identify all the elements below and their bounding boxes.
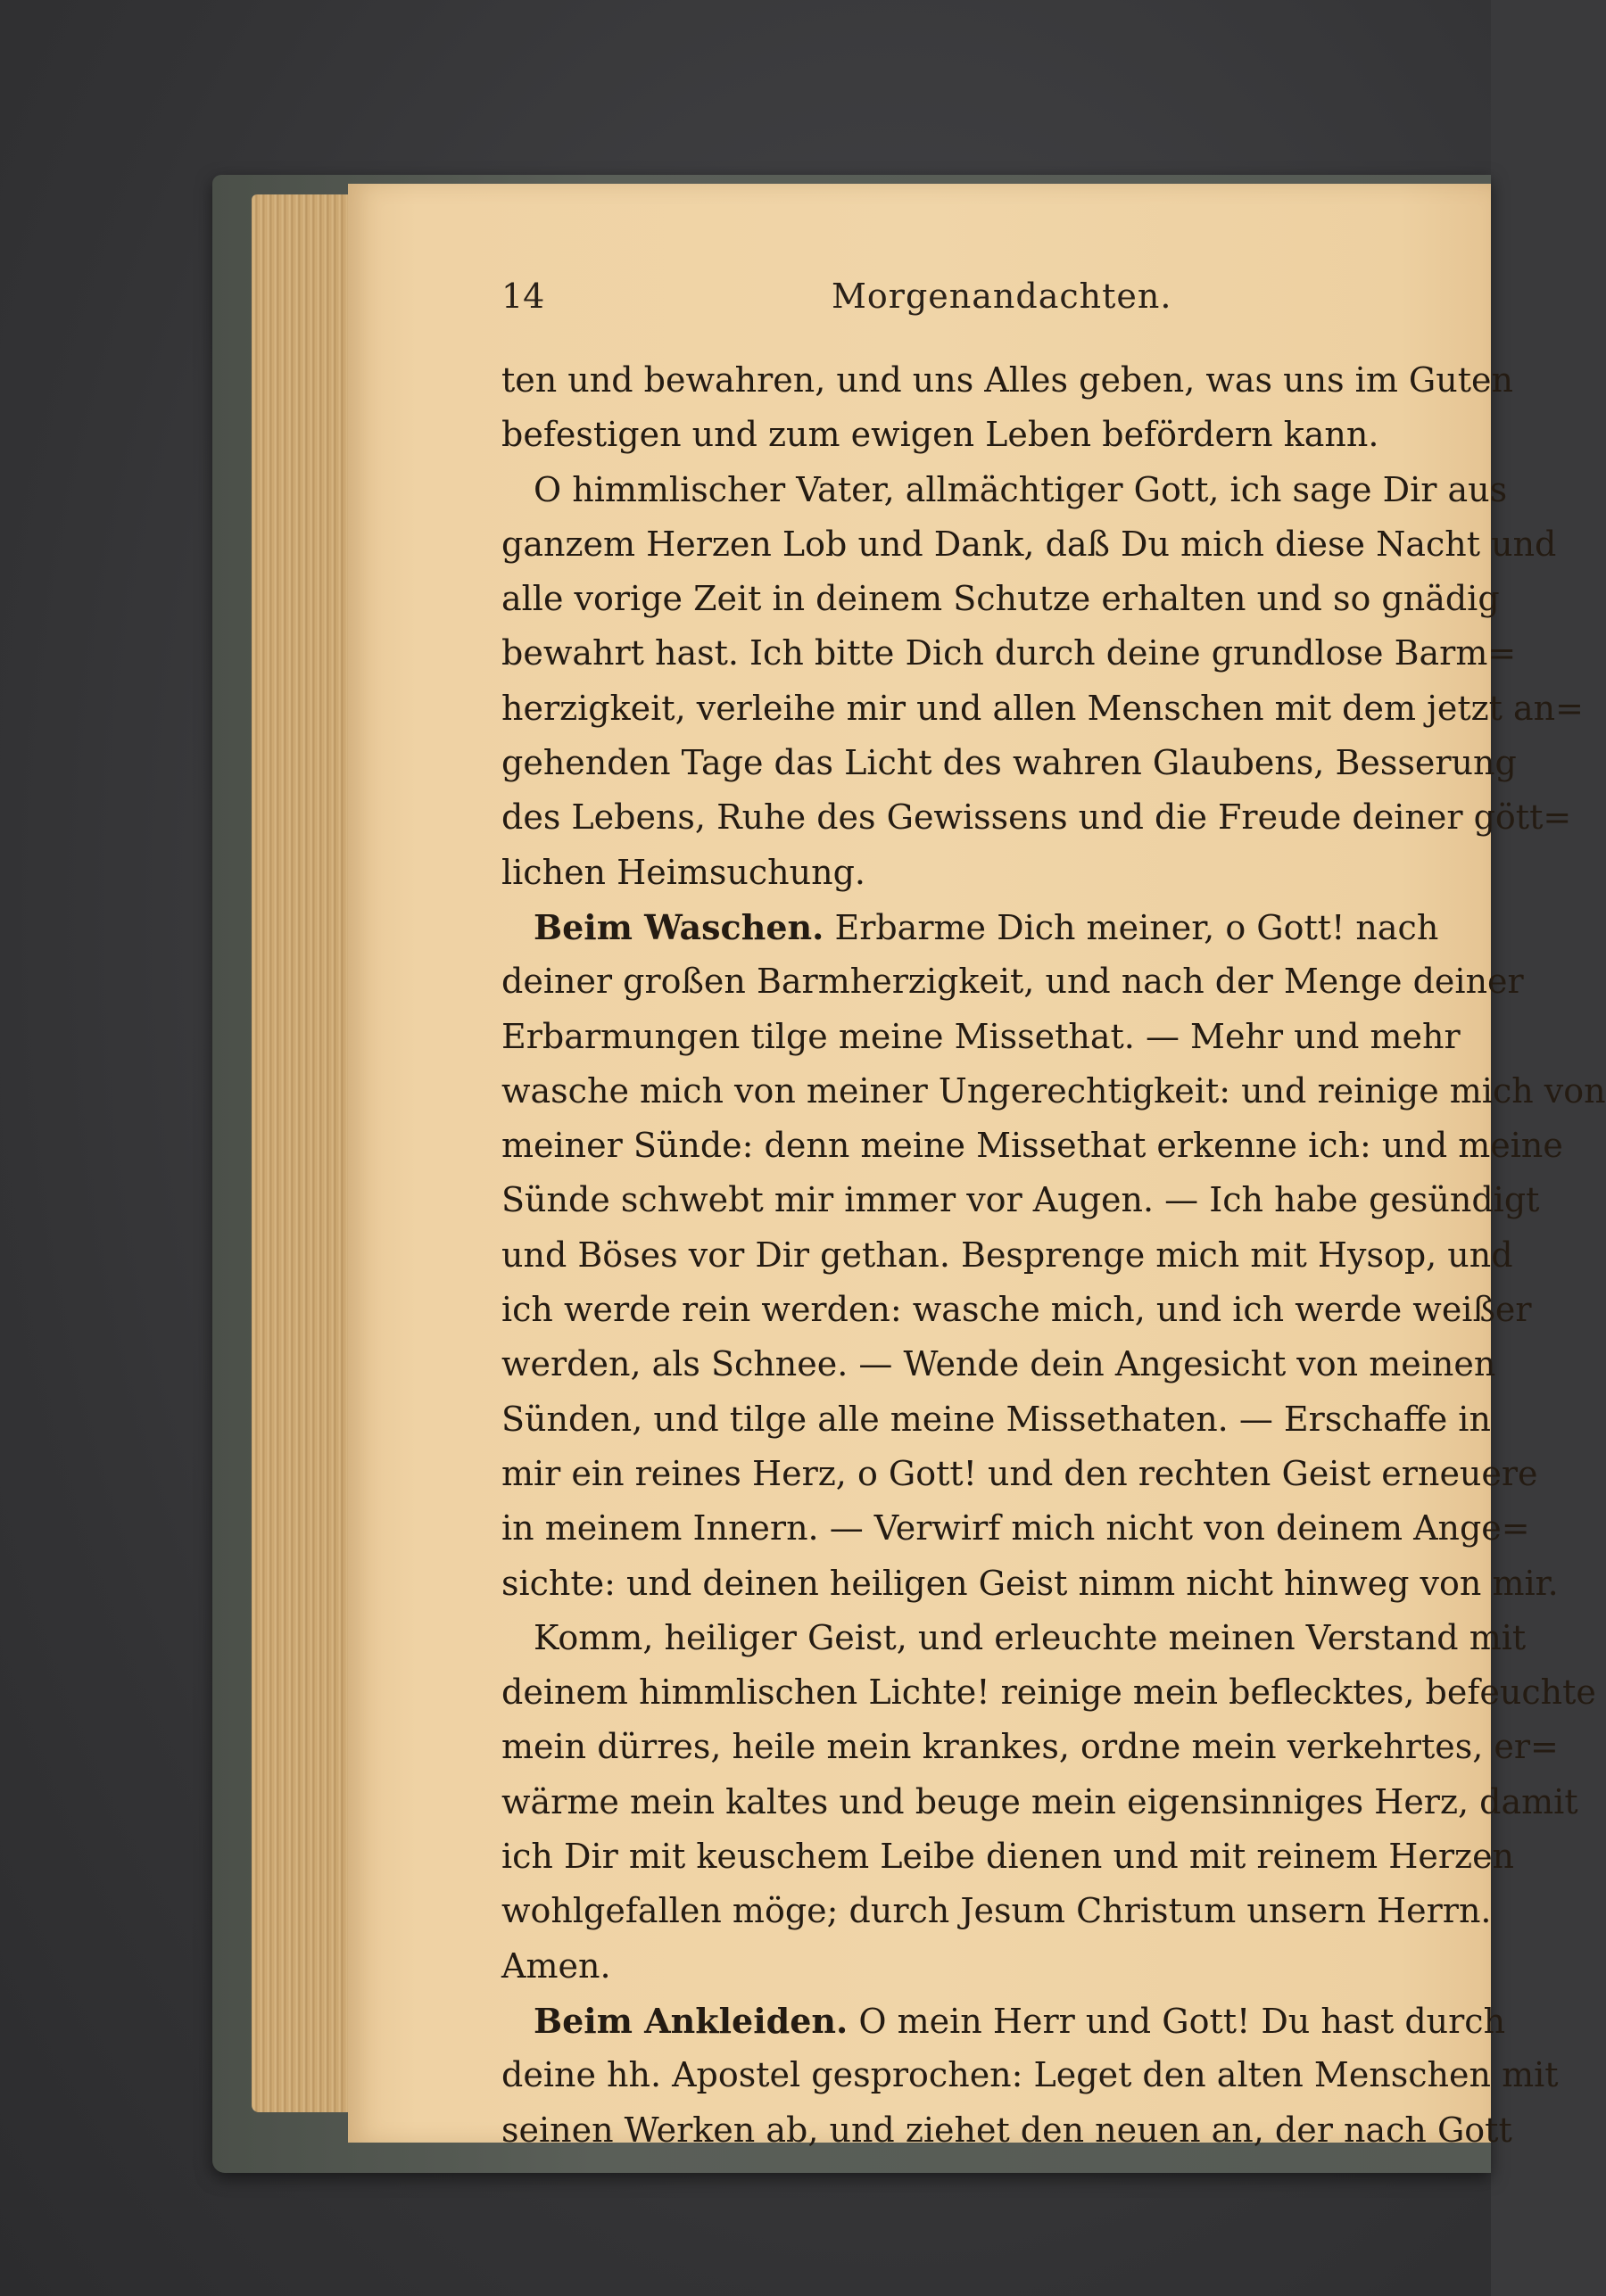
text-line: Beim Ankleiden. O mein Herr und Gott! Du hast durch [534, 2000, 1506, 2041]
text-line: wohlgefallen möge; durch Jesum Christum unsern Herrn. [501, 1891, 1492, 1931]
text-line: O himmlischer Vater, allmächtiger Gott, ich sage Dir aus [534, 469, 1508, 509]
text-line: wasche mich von meiner Ungerechtigkeit: und reinige mich von [501, 1070, 1606, 1111]
text-line: Sünde schwebt mir immer vor Augen. — Ich habe gesündigt [501, 1180, 1540, 1220]
text-line: alle vorige Zeit in deinem Schutze erhalten und so gnädig [501, 579, 1500, 619]
text-line: Erbarmungen tilge meine Missethat. — Mehr und mehr [501, 1016, 1461, 1056]
text-line: bewahrt hast. Ich bitte Dich durch deine grundlose Barm= [501, 633, 1517, 673]
running-title: Morgenandachten. [832, 277, 1172, 316]
text-line: seinen Werken ab, und ziehet den neuen an, der nach Gott [501, 2110, 1512, 2150]
text-line: deiner großen Barmherzigkeit, und nach der Menge deiner [501, 962, 1524, 1002]
text-line: Amen. [501, 1945, 611, 1986]
text-line: sichte: und deinen heiligen Geist nimm nicht hinweg von mir. [501, 1563, 1559, 1603]
text-line: ich Dir mit keuschem Leibe dienen und mit reinem Herzen [501, 1837, 1515, 1877]
text-line: mir ein reines Herz, o Gott! und den rechten Geist erneuere [501, 1453, 1538, 1493]
text-line: Beim Waschen. Erbarme Dich meiner, o Gott! nach [534, 906, 1439, 947]
text-line: mein dürres, heile mein krankes, ordne mein verkehrtes, er= [501, 1727, 1559, 1767]
text-line: meiner Sünde: denn meine Missethat erkenne ich: und meine [501, 1126, 1563, 1166]
text-line: befestigen und zum ewigen Leben befördern kann. [501, 415, 1379, 455]
text-line: ich werde rein werden: wasche mich, und ich werde weißer [501, 1290, 1532, 1330]
text-line: lichen Heimsuchung. [501, 852, 865, 892]
page-number: 14 [501, 277, 545, 316]
text-line: herzigkeit, verleihe mir und allen Menschen mit dem jetzt an= [501, 688, 1584, 728]
text-line: ganzem Herzen Lob und Dank, daß Du mich diese Nacht und [501, 524, 1557, 564]
page-header [501, 277, 1394, 330]
text-line: ten und bewahren, und uns Alles geben, was uns im Guten [501, 360, 1513, 400]
section-heading: Beim Waschen. [534, 906, 824, 947]
text-line: deinem himmlischen Lichte! reinige mein beflecktes, befeuchte [501, 1672, 1596, 1713]
text-line: deine hh. Apostel gesprochen: Leget den alten Menschen mit [501, 2055, 1559, 2095]
text-line: Sünden, und tilge alle meine Missethaten. — Erschaffe in [501, 1399, 1491, 1439]
text-line: Komm, heiliger Geist, und erleuchte meinen Verstand mit [534, 1617, 1527, 1657]
section-heading: Beim Ankleiden. [534, 2000, 849, 2041]
text-line: gehenden Tage das Licht des wahren Glaubens, Besserung [501, 743, 1517, 783]
text-line: wärme mein kaltes und beuge mein eigensinniges Herz, damit [501, 1781, 1578, 1821]
text-line: des Lebens, Ruhe des Gewissens und die Freude deiner gött= [501, 797, 1572, 838]
text-line: werden, als Schnee. — Wende dein Angesicht von meinen [501, 1344, 1496, 1384]
text-line: in meinem Innern. — Verwirf mich nicht von deinem Ange= [501, 1508, 1530, 1549]
body-text [501, 353, 1606, 2158]
text-line: und Böses vor Dir gethan. Besprenge mich mit Hysop, und [501, 1235, 1513, 1275]
book-page [348, 184, 1606, 2150]
